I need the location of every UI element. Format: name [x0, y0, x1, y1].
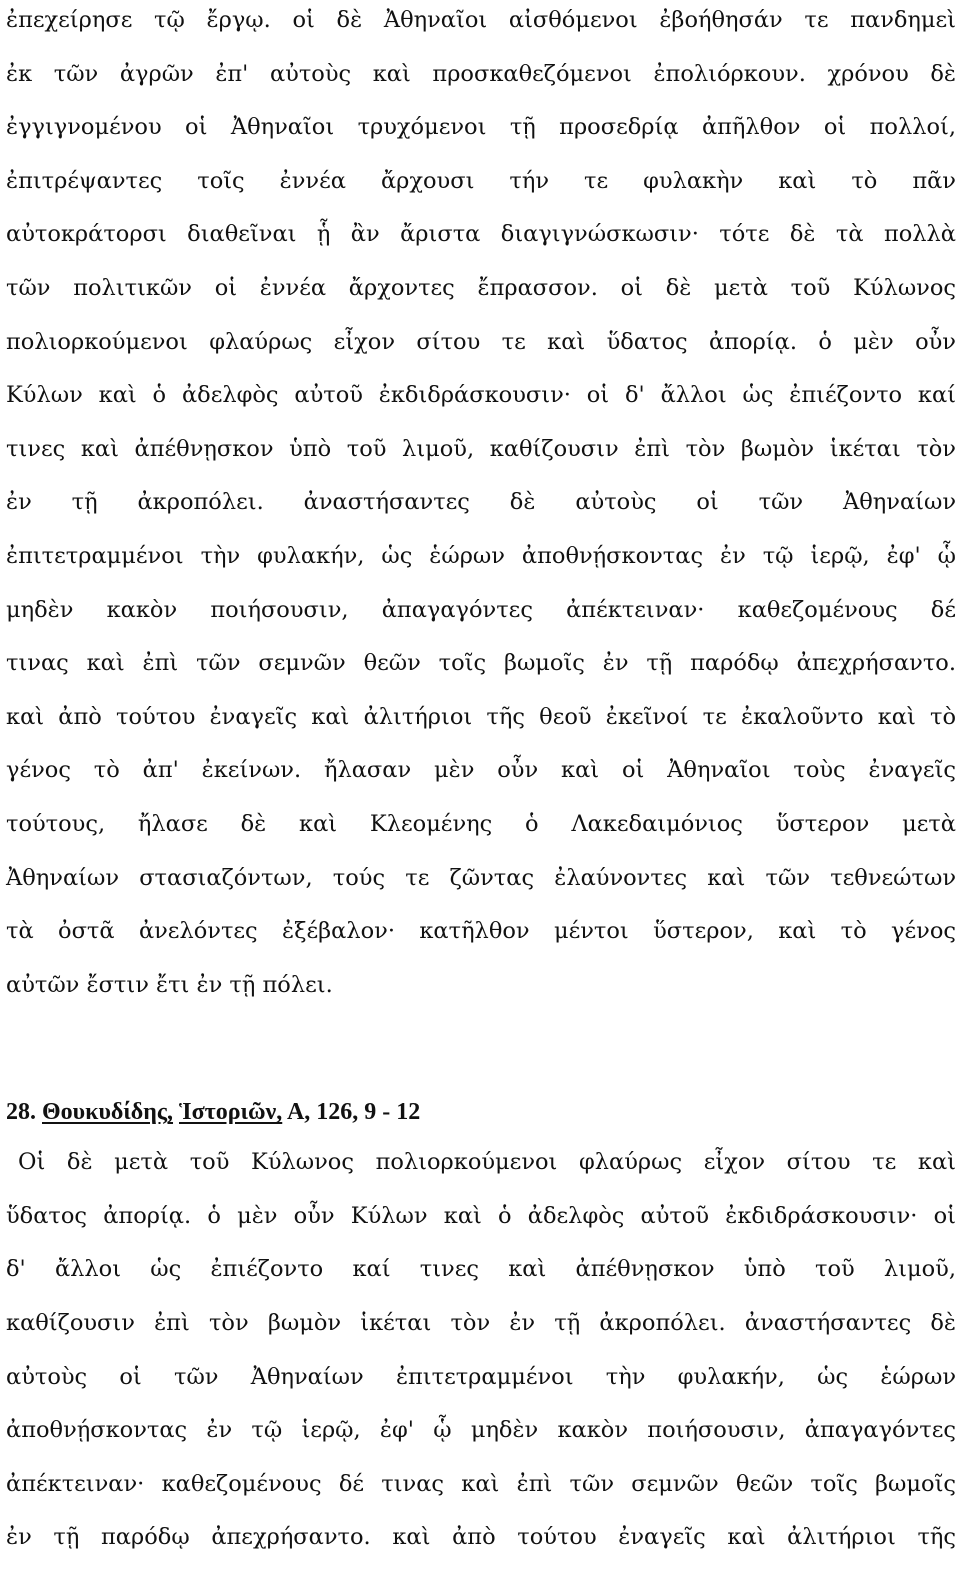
text-line: ἐπιτετραμμένοι τὴν φυλακήν, ὡς ἑώρων ἀποθνῄσκοντας ἐν τῷ ἱερῷ, ἐφ' ᾧ	[6, 542, 956, 569]
text-line: καὶ ἀπὸ τούτου ἐναγεῖς καὶ ἀλιτήριοι τῆς θεοῦ ἐκεῖνοί τε ἐκαλοῦντο καὶ τὸ	[6, 703, 956, 730]
text-line: ὕδατος ἀπορίᾳ. ὁ μὲν οὖν Κύλων καὶ ὁ ἀδελφὸς αὐτοῦ ἐκδιδράσκουσιν· οἱ	[6, 1202, 956, 1229]
text-line: τινας καὶ ἐπὶ τῶν σεμνῶν θεῶν τοῖς βωμοῖς ἐν τῇ παρόδῳ ἀπεχρήσαντο.	[6, 650, 956, 677]
text-line: ἐκ τῶν ἀγρῶν ἐπ' αὐτοὺς καὶ προσκαθεζόμενοι ἐπολιόρκουν. χρόνου δὲ	[6, 60, 956, 87]
section-heading	[6, 1088, 956, 1136]
text-line: τινες καὶ ἀπέθνῃσκον ὑπὸ τοῦ λιμοῦ, καθίζουσιν ἐπὶ τὸν βωμὸν ἱκέται τὸν	[6, 435, 956, 462]
passage-1	[6, 0, 956, 1012]
passage-28	[6, 1136, 956, 1565]
text-line: γένος τὸ ἀπ' ἐκείνων. ἤλασαν μὲν οὖν καὶ οἱ Ἀθηναῖοι τοὺς ἐναγεῖς	[6, 757, 956, 784]
section-reference: Α, 126, 9 - 12	[286, 1099, 421, 1126]
text-line: καθίζουσιν ἐπὶ τὸν βωμὸν ἱκέται τὸν ἐν τῇ ἀκροπόλει. ἀναστήσαντες δὲ	[6, 1310, 956, 1337]
text-line: τὰ ὀστᾶ ἀνελόντες ἐξέβαλον· κατῆλθον μέντοι ὕστερον, καὶ τὸ γένος	[6, 918, 956, 945]
section-author: Θουκυδίδης,	[42, 1099, 174, 1126]
text-line: πολιορκούμενοι φλαύρως εἶχον σίτου τε καὶ ὕδατος ἀπορίᾳ. ὁ μὲν οὖν	[6, 328, 956, 355]
text-line: τούτους, ἤλασε δὲ καὶ Κλεομένης ὁ Λακεδαιμόνιος ὕστερον μετὰ	[6, 810, 956, 837]
text-line: δ' ἄλλοι ὡς ἐπιέζοντο καί τινες καὶ ἀπέθνῃσκον ὑπὸ τοῦ λιμοῦ,	[6, 1256, 956, 1283]
section-gap	[6, 1012, 956, 1088]
text-line: Οἱ δὲ μετὰ τοῦ Κύλωνος πολιορκούμενοι φλαύρως εἶχον σίτου τε καὶ	[18, 1149, 956, 1176]
text-line: ἐγγιγνομένου οἱ Ἀθηναῖοι τρυχόμενοι τῇ προσεδρίᾳ ἀπῆλθον οἱ πολλοί,	[6, 114, 956, 141]
section-number: 28.	[6, 1099, 36, 1126]
text-line: ἐν τῇ παρόδῳ ἀπεχρήσαντο. καὶ ἀπὸ τούτου ἐναγεῖς καὶ ἀλιτήριοι τῆς	[6, 1524, 956, 1551]
text-line: ἐπιτρέψαντες τοῖς ἐννέα ἄρχουσι τήν τε φυλακὴν καὶ τὸ πᾶν	[6, 167, 956, 194]
section-work-title: Ἱστοριῶν,	[179, 1099, 283, 1126]
text-line: τῶν πολιτικῶν οἱ ἐννέα ἄρχοντες ἔπρασσον. οἱ δὲ μετὰ τοῦ Κύλωνος	[6, 274, 956, 301]
text-line: αὐτῶν ἔστιν ἔτι ἐν τῇ πόλει.	[6, 971, 333, 998]
text-line: Κύλων καὶ ὁ ἀδελφὸς αὐτοῦ ἐκδιδράσκουσιν· οἱ δ' ἄλλοι ὡς ἐπιέζοντο καί	[6, 382, 956, 409]
text-line: ἀπέκτειναν· καθεζομένους δέ τινας καὶ ἐπὶ τῶν σεμνῶν θεῶν τοῖς βωμοῖς	[6, 1470, 956, 1497]
text-line: ἐν τῇ ἀκροπόλει. ἀναστήσαντες δὲ αὐτοὺς οἱ τῶν Ἀθηναίων	[6, 489, 956, 516]
text-line: μηδὲν κακὸν ποιήσουσιν, ἀπαγαγόντες ἀπέκτειναν· καθεζομένους δέ	[6, 596, 956, 623]
document-page	[6, 0, 956, 1565]
text-line: ἐπεχείρησε τῷ ἔργῳ. οἱ δὲ Ἀθηναῖοι αἰσθόμενοι ἐβοήθησάν τε πανδημεὶ	[6, 7, 956, 33]
text-line: αὐτοὺς οἱ τῶν Ἀθηναίων ἐπιτετραμμένοι τὴν φυλακήν, ὡς ἑώρων	[6, 1363, 956, 1390]
text-line: αὐτοκράτορσι διαθεῖναι ᾗ ἂν ἄριστα διαγιγνώσκωσιν· τότε δὲ τὰ πολλὰ	[6, 221, 956, 248]
text-line: ἀποθνῄσκοντας ἐν τῷ ἱερῷ, ἐφ' ᾧ μηδὲν κακὸν ποιήσουσιν, ἀπαγαγόντες	[6, 1417, 956, 1444]
text-line: Ἀθηναίων στασιαζόντων, τούς τε ζῶντας ἐλαύνοντες καὶ τῶν τεθνεώτων	[6, 864, 956, 891]
